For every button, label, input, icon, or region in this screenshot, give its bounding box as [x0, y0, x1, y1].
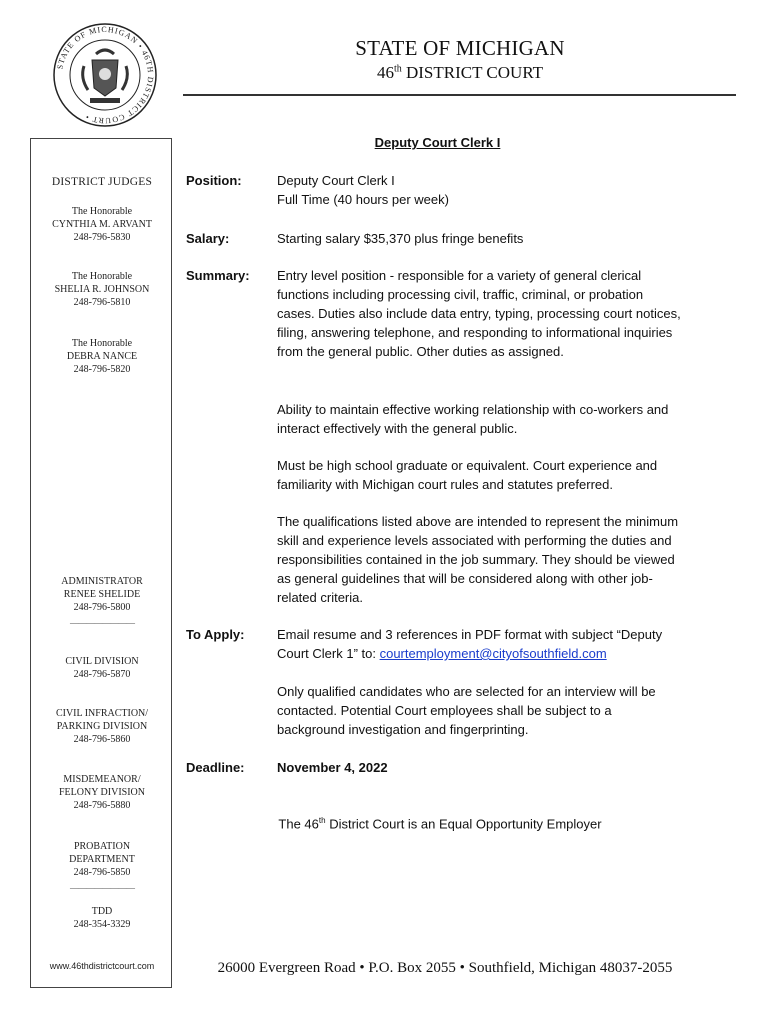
- salary-value: Starting salary $35,370 plus fringe benefits: [277, 231, 524, 246]
- judge-entry: The Honorable DEBRA NANCE 248-796-5820: [66, 338, 138, 375]
- equal-opportunity-statement: The 46th District Court is an Equal Opportunity Employer: [278, 816, 602, 832]
- apply-email-link[interactable]: courtemployment@cityofsouthfield.com: [379, 646, 607, 661]
- civil-infraction-entry: CIVIL INFRACTION/ PARKING DIVISION 248-796-5860: [55, 708, 149, 745]
- summary-paragraph: Must be high school graduate or equivalent. Court experience and familiarity with Michigan court rules and statutes preferred.: [277, 458, 658, 492]
- website-link[interactable]: www.46thdistrictcourt.com: [49, 961, 155, 971]
- administrator-entry: ADMINISTRATOR RENEE SHELIDE 248-796-5800: [61, 576, 143, 613]
- deadline-label: Deadline:: [186, 760, 245, 775]
- civil-division-entry: CIVIL DIVISION 248-796-5870: [65, 656, 139, 680]
- court-seal: [52, 22, 158, 128]
- judge-entry: The Honorable CYNTHIA M. ARVANT 248-796-5830: [52, 206, 152, 243]
- sidebar-separator: ————————: [70, 618, 134, 628]
- apply-note: Only qualified candidates who are selected for an interview will be contacted. Potential Court employees shall be subject to a background investigation and fingerprinting.: [277, 684, 656, 737]
- position-value: Deputy Court Clerk I Full Time (40 hours per week): [277, 173, 449, 207]
- apply-label: To Apply:: [186, 627, 245, 642]
- apply-paragraph: Email resume and 3 references in PDF format with subject “Deputy Court Clerk 1” to: courtemployment@cityofsouthfield.com: [277, 627, 663, 661]
- summary-label: Summary:: [186, 268, 250, 283]
- footer-address: 26000 Evergreen Road • P.O. Box 2055 • Southfield, Michigan 48037-2055: [217, 960, 673, 976]
- job-title: Deputy Court Clerk I: [374, 135, 501, 150]
- probation-entry: PROBATION DEPARTMENT 248-796-5850: [69, 841, 135, 878]
- header-divider: [183, 94, 736, 96]
- judges-heading: DISTRICT JUDGES: [51, 176, 153, 188]
- tdd-entry: TDD 248-354-3329: [73, 906, 131, 930]
- misdemeanor-entry: MISDEMEANOR/ FELONY DIVISION 248-796-5880: [58, 774, 145, 811]
- judge-entry: The Honorable SHELIA R. JOHNSON 248-796-5810: [54, 271, 150, 308]
- header-title: STATE OF MICHIGAN: [355, 36, 565, 60]
- sidebar-separator: ————————: [70, 883, 134, 893]
- summary-paragraph: Entry level position - responsible for a variety of general clerical functions including processing civil, traffic, criminal, or probation cases. Duties also include data entry, typing, processing court notices, filing, answering telephone, and responding to informational inquiries from the general public. Other duties as assigned.: [277, 268, 681, 359]
- sidebar-panel: [30, 138, 172, 988]
- position-label: Position:: [186, 173, 242, 188]
- summary-paragraph: The qualifications listed above are intended to represent the minimum skill and experience levels associated with performing the duties and responsibilities contained in the job summary. They should be viewed as general guidelines that will be considered along with other job-related criteria.: [277, 514, 679, 605]
- svg-text:STATE OF MICHIGAN • 46TH DISTR: STATE OF MICHIGAN • 46TH DISTRICT COURT •: [55, 24, 156, 126]
- salary-label: Salary:: [186, 231, 230, 246]
- deadline-value: November 4, 2022: [277, 760, 388, 775]
- summary-paragraph: Ability to maintain effective working relationship with co-workers and interact effectively with the general public.: [277, 402, 669, 436]
- header-court-name: 46th DISTRICT COURT: [376, 63, 544, 82]
